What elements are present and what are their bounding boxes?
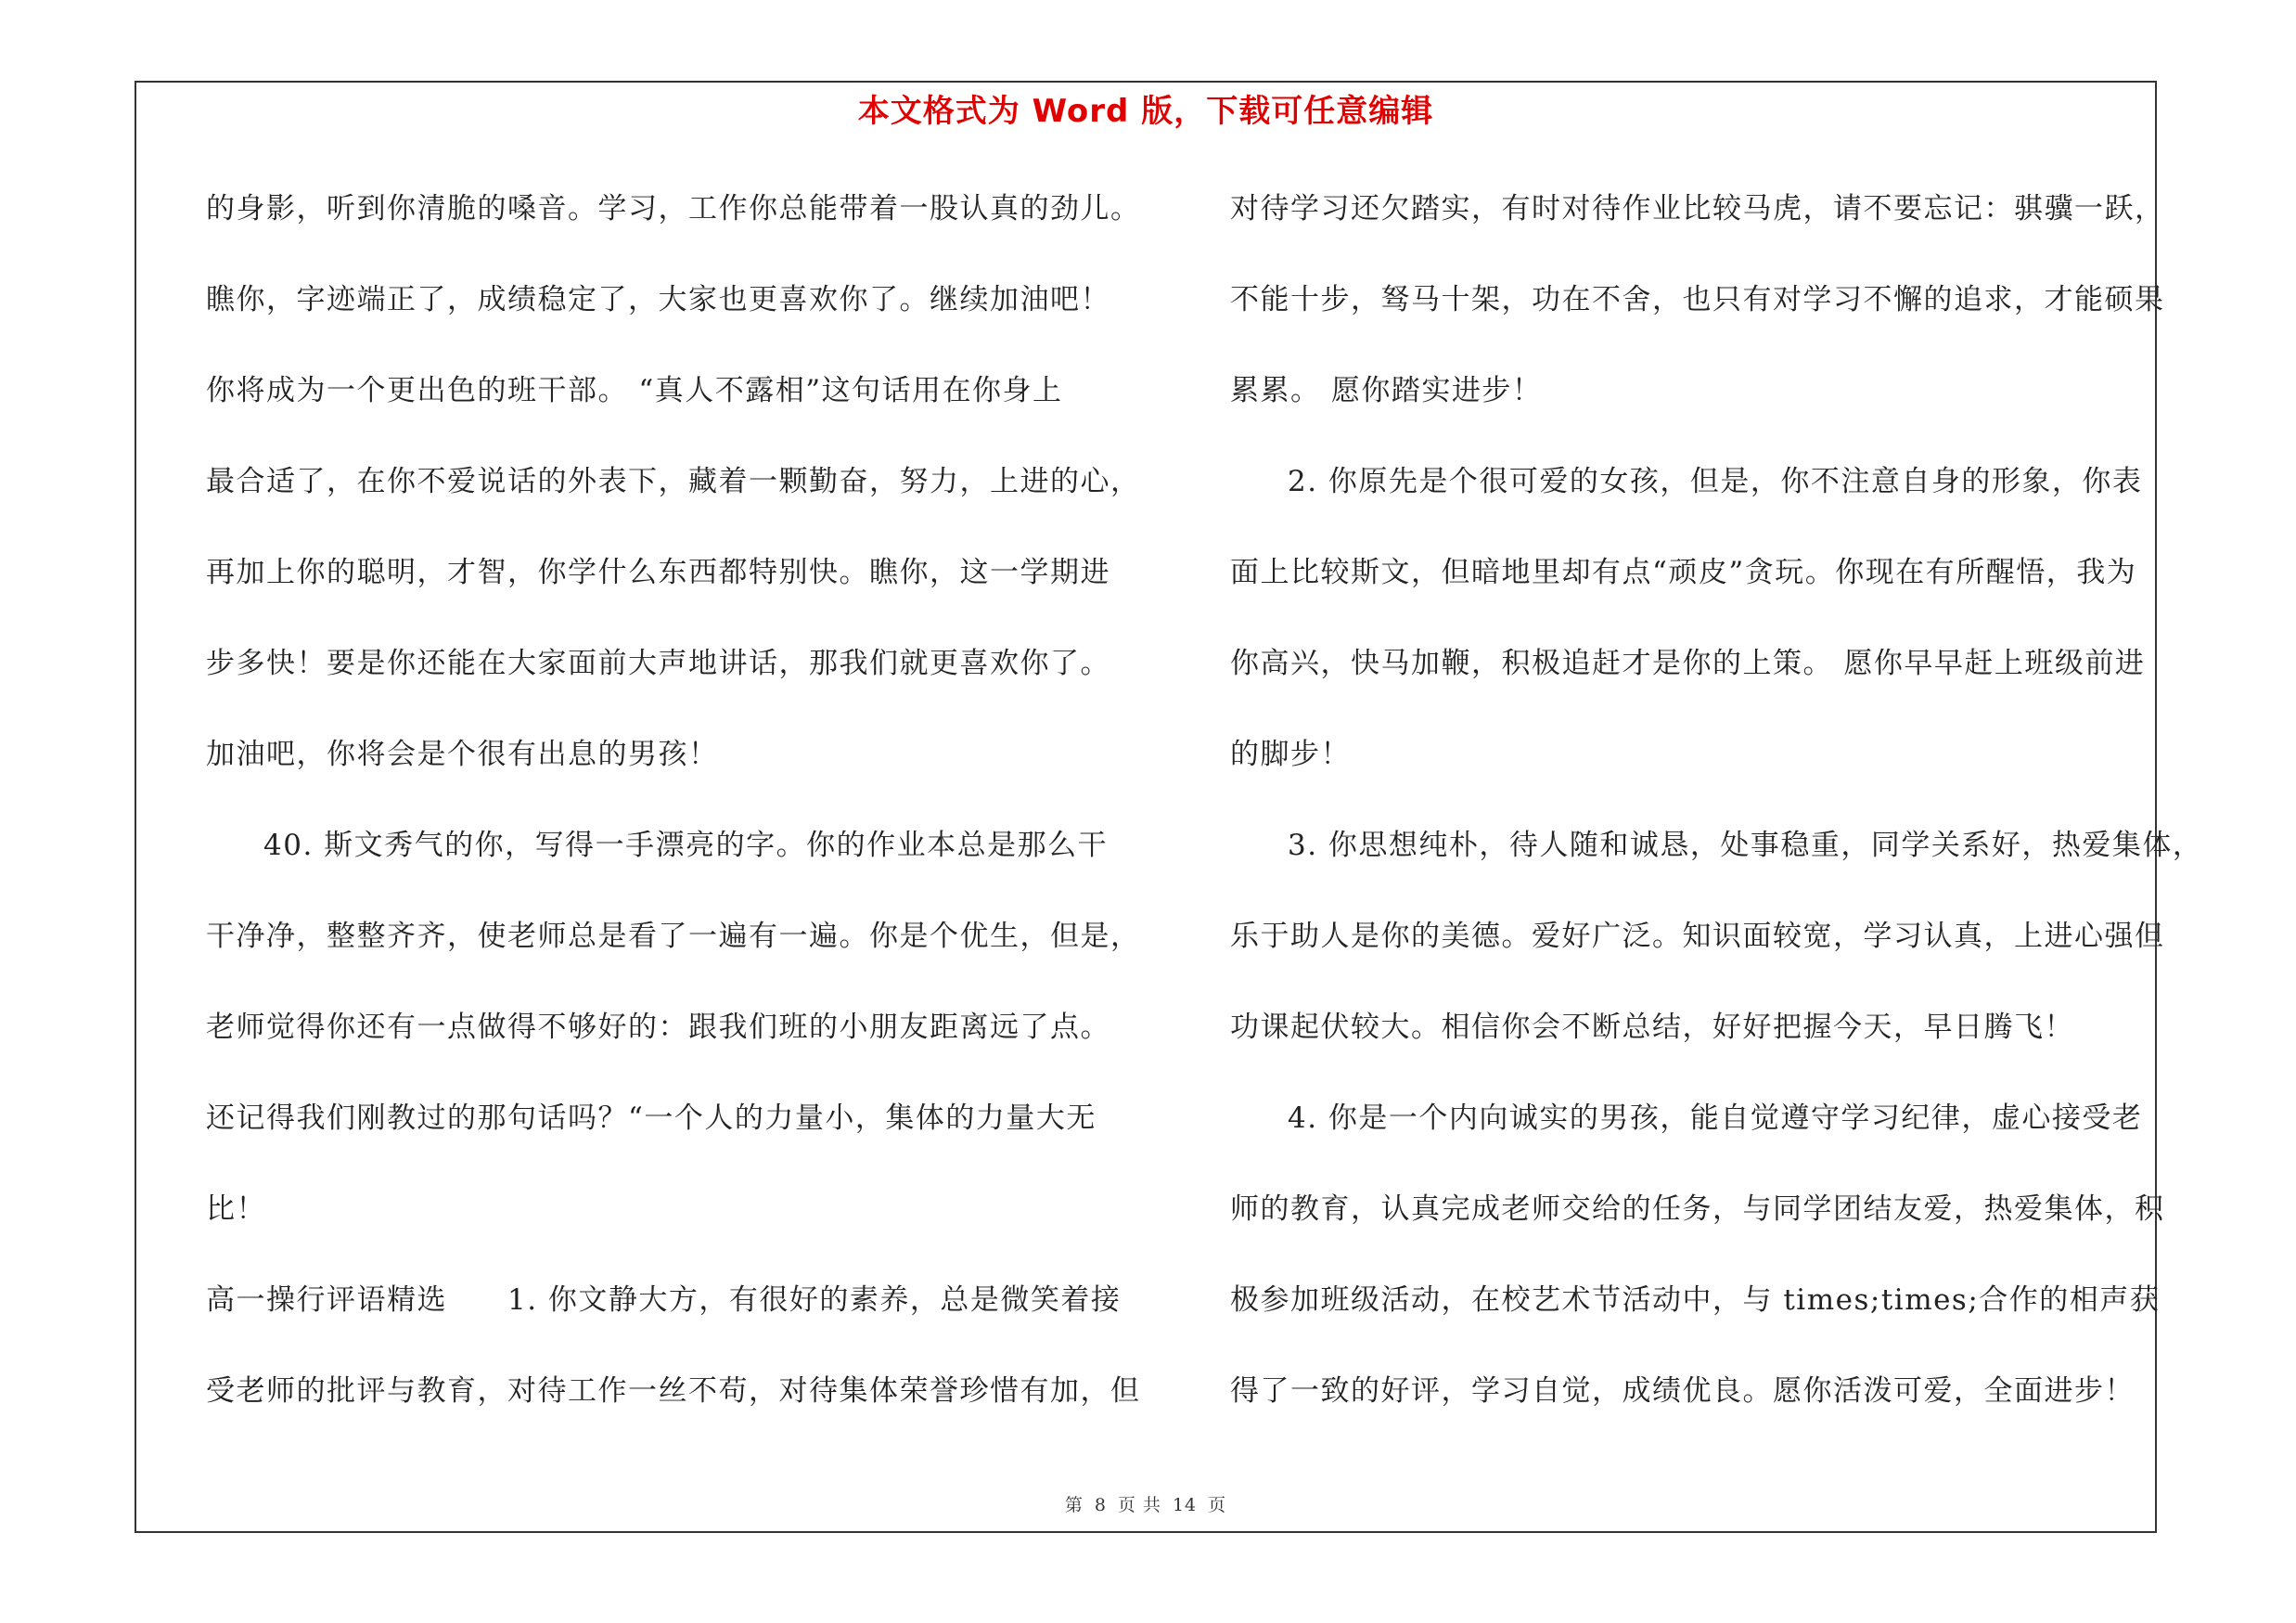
current-page-number: 8 xyxy=(1094,1495,1107,1515)
text-line: 40. 斯文秀气的你，写得一手漂亮的字。你的作业本总是那么干 xyxy=(263,829,1109,862)
text-line: 累累。 愿你踏实进步！ xyxy=(1230,374,1543,407)
text-line: 4. 你是一个内向诚实的男孩，能自觉遵守学习纪律，虚心接受老 xyxy=(1288,1101,2143,1135)
text-line: 3. 你思想纯朴，待人随和诚恳，处事稳重，同学关系好，热爱集体， xyxy=(1288,829,2203,862)
text-line: 你高兴，快马加鞭，积极追赶才是你的上策。 愿你早早赶上班级前进 xyxy=(1230,647,2146,680)
text-line: 面上比较斯文，但暗地里却有点“顽皮”贪玩。你现在有所醒悟，我为 xyxy=(1230,556,2137,589)
text-line: 师的教育，认真完成老师交给的任务，与同学团结友爱，热爱集体，积 xyxy=(1230,1192,2165,1226)
text-line: 还记得我们刚教过的那句话吗？“一个人的力量小，集体的力量大无 xyxy=(206,1101,1097,1135)
text-line: 对待学习还欠踏实，有时对待作业比较马虎，请不要忘记：骐骥一跃， xyxy=(1230,192,2165,225)
total-pages-number: 14 xyxy=(1172,1495,1198,1515)
header-banner: 本文格式为 Word 版，下载可任意编辑 xyxy=(857,93,1434,130)
text-line: 的身影，听到你清脆的嗓音。学习，工作你总能带着一股认真的劲儿。 xyxy=(206,192,1141,225)
text-line: 加油吧，你将会是个很有出息的男孩！ xyxy=(206,738,719,771)
footer-middle: 页 共 xyxy=(1117,1495,1161,1515)
text-line: 干净净，整整齐齐，使老师总是看了一遍有一遍。你是个优生，但是， xyxy=(206,920,1141,953)
text-line: 不能十步，驽马十架，功在不舍，也只有对学习不懈的追求，才能硕果 xyxy=(1230,283,2165,316)
text-line: 的脚步！ xyxy=(1230,738,1351,771)
text-line: 你将成为一个更出色的班干部。 “真人不露相”这句话用在你身上 xyxy=(206,374,1063,407)
text-line: 最合适了，在你不爱说话的外表下，藏着一颗勤奋，努力，上进的心， xyxy=(206,465,1141,498)
footer-suffix: 页 xyxy=(1208,1495,1227,1515)
text-line: 功课起伏较大。相信你会不断总结，好好把握今天，早日腾飞！ xyxy=(1230,1011,2074,1044)
text-line: 步多快！要是你还能在大家面前大声地讲话，那我们就更喜欢你了。 xyxy=(206,647,1110,680)
text-line: 极参加班级活动，在校艺术节活动中，与 times;times;合作的相声获 xyxy=(1230,1283,2161,1317)
text-line: 得了一致的好评，学习自觉，成绩优良。愿你活泼可爱，全面进步！ xyxy=(1230,1374,2135,1408)
text-line: 比！ xyxy=(206,1192,266,1226)
right-column xyxy=(1230,178,2203,1451)
text-line: 瞧你，字迹端正了，成绩稳定了，大家也更喜欢你了。继续加油吧！ xyxy=(206,283,1110,316)
text-line: 受老师的批评与教育，对待工作一丝不苟，对待集体荣誉珍惜有加，但 xyxy=(206,1374,1141,1408)
page-number-footer xyxy=(135,1491,2157,1516)
text-line: 2. 你原先是个很可爱的女孩，但是，你不注意自身的形象，你表 xyxy=(1288,465,2143,498)
footer-prefix: 第 xyxy=(1064,1495,1084,1515)
text-line: 高一操行评语精选 1. 你文静大方，有很好的素养，总是微笑着接 xyxy=(206,1283,1122,1317)
left-column xyxy=(206,178,1152,1451)
text-line: 再加上你的聪明，才智，你学什么东西都特别快。瞧你，这一学期进 xyxy=(206,556,1110,589)
text-line: 老师觉得你还有一点做得不够好的：跟我们班的小朋友距离远了点。 xyxy=(206,1011,1110,1044)
text-line: 乐于助人是你的美德。爱好广泛。知识面较宽，学习认真，上进心强但 xyxy=(1230,920,2165,953)
